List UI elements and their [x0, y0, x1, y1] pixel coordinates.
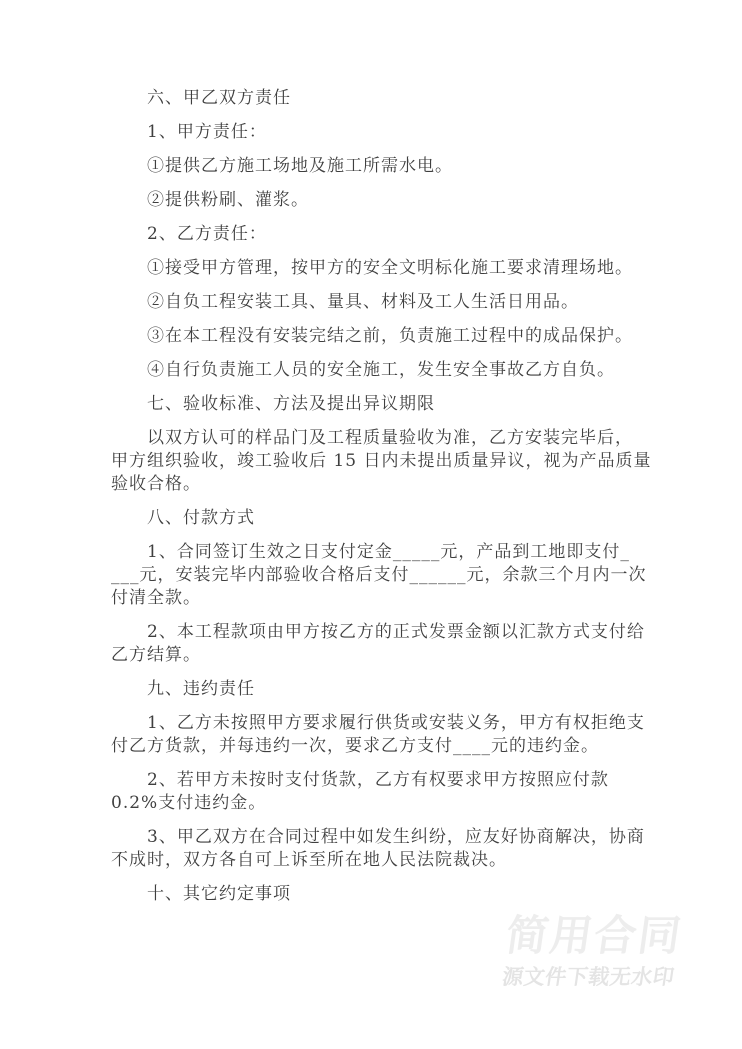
paragraph-first-line: 以双方认可的样品门及工程质量验收为准，乙方安装完毕后， — [147, 428, 633, 448]
paragraph-first-line: ④自行负责施工人员的安全施工，发生安全事故乙方自负。 — [147, 360, 615, 380]
watermark — [487, 911, 697, 989]
paragraph-first-line: 2、若甲方未按时支付货款，乙方有权要求甲方按照应付款 — [147, 770, 609, 790]
paragraph-first-line: 六、甲乙双方责任 — [147, 88, 291, 108]
paragraph — [111, 507, 656, 530]
paragraph — [111, 223, 656, 246]
paragraph-first-line: ②提供粉刷、灌浆。 — [147, 190, 309, 210]
paragraph — [111, 87, 656, 110]
paragraph-first-line: 1、乙方未按照甲方要求履行供货或安装义务，甲方有权拒绝支 — [147, 713, 645, 733]
paragraph-first-line: ③在本工程没有安装完结之前，负责施工过程中的成品保护。 — [147, 326, 633, 346]
paragraph — [111, 883, 656, 906]
paragraph-first-line: 1、合同签订生效之日支付定金_____元，产品到工地即支付_ — [147, 542, 630, 562]
paragraph — [111, 541, 656, 610]
paragraph-first-line: 1、甲方责任： — [147, 122, 267, 142]
paragraph-line: 不成时，双方各自可上诉至所在地人民法院裁决。 — [111, 850, 507, 870]
paragraph — [111, 325, 656, 348]
paragraph — [111, 189, 656, 212]
watermark-subtitle: 源文件下载无水印 — [500, 965, 677, 989]
paragraph-first-line: 八、付款方式 — [147, 508, 255, 528]
paragraph-first-line: ①接受甲方管理，按甲方的安全文明标化施工要求清理场地。 — [147, 258, 633, 278]
paragraph-first-line: 2、乙方责任： — [147, 224, 267, 244]
paragraph-line: 付乙方货款，并每违约一次，要求乙方支付____元的违约金。 — [111, 736, 599, 756]
paragraph-line: ___元，安装完毕内部验收合格后支付______元，余款三个月内一次 — [111, 565, 647, 585]
document-body — [111, 87, 656, 917]
paragraph — [111, 427, 656, 496]
paragraph — [111, 621, 656, 667]
paragraph — [111, 359, 656, 382]
paragraph — [111, 393, 656, 416]
paragraph — [111, 678, 656, 701]
paragraph — [111, 257, 656, 280]
paragraph-first-line: 十、其它约定事项 — [147, 884, 291, 904]
paragraph — [111, 121, 656, 144]
paragraph-first-line: 九、违约责任 — [147, 679, 255, 699]
paragraph-first-line: 3、甲乙双方在合同过程中如发生纠纷，应友好协商解决，协商 — [147, 827, 645, 847]
paragraph-first-line: 七、验收标准、方法及提出异议期限 — [147, 394, 435, 414]
paragraph-line: 乙方结算。 — [111, 645, 201, 665]
paragraph-line: 甲方组织验收，竣工验收后 15 日内未提出质量异议，视为产品质量 — [111, 451, 652, 471]
paragraph-first-line: 2、本工程款项由甲方按乙方的正式发票金额以汇款方式支付给 — [147, 622, 645, 642]
paragraph — [111, 826, 656, 872]
paragraph — [111, 155, 656, 178]
paragraph-line: 付清全款。 — [111, 588, 201, 608]
paragraph-line: 0.2%支付违约金。 — [111, 793, 267, 813]
paragraph — [111, 712, 656, 758]
paragraph-first-line: ②自负工程安装工具、量具、材料及工人生活日用品。 — [147, 292, 579, 312]
paragraph-first-line: ①提供乙方施工场地及施工所需水电。 — [147, 156, 453, 176]
watermark-title: 简用合同 — [502, 911, 686, 960]
paragraph — [111, 769, 656, 815]
paragraph-line: 验收合格。 — [111, 474, 201, 494]
paragraph — [111, 291, 656, 314]
